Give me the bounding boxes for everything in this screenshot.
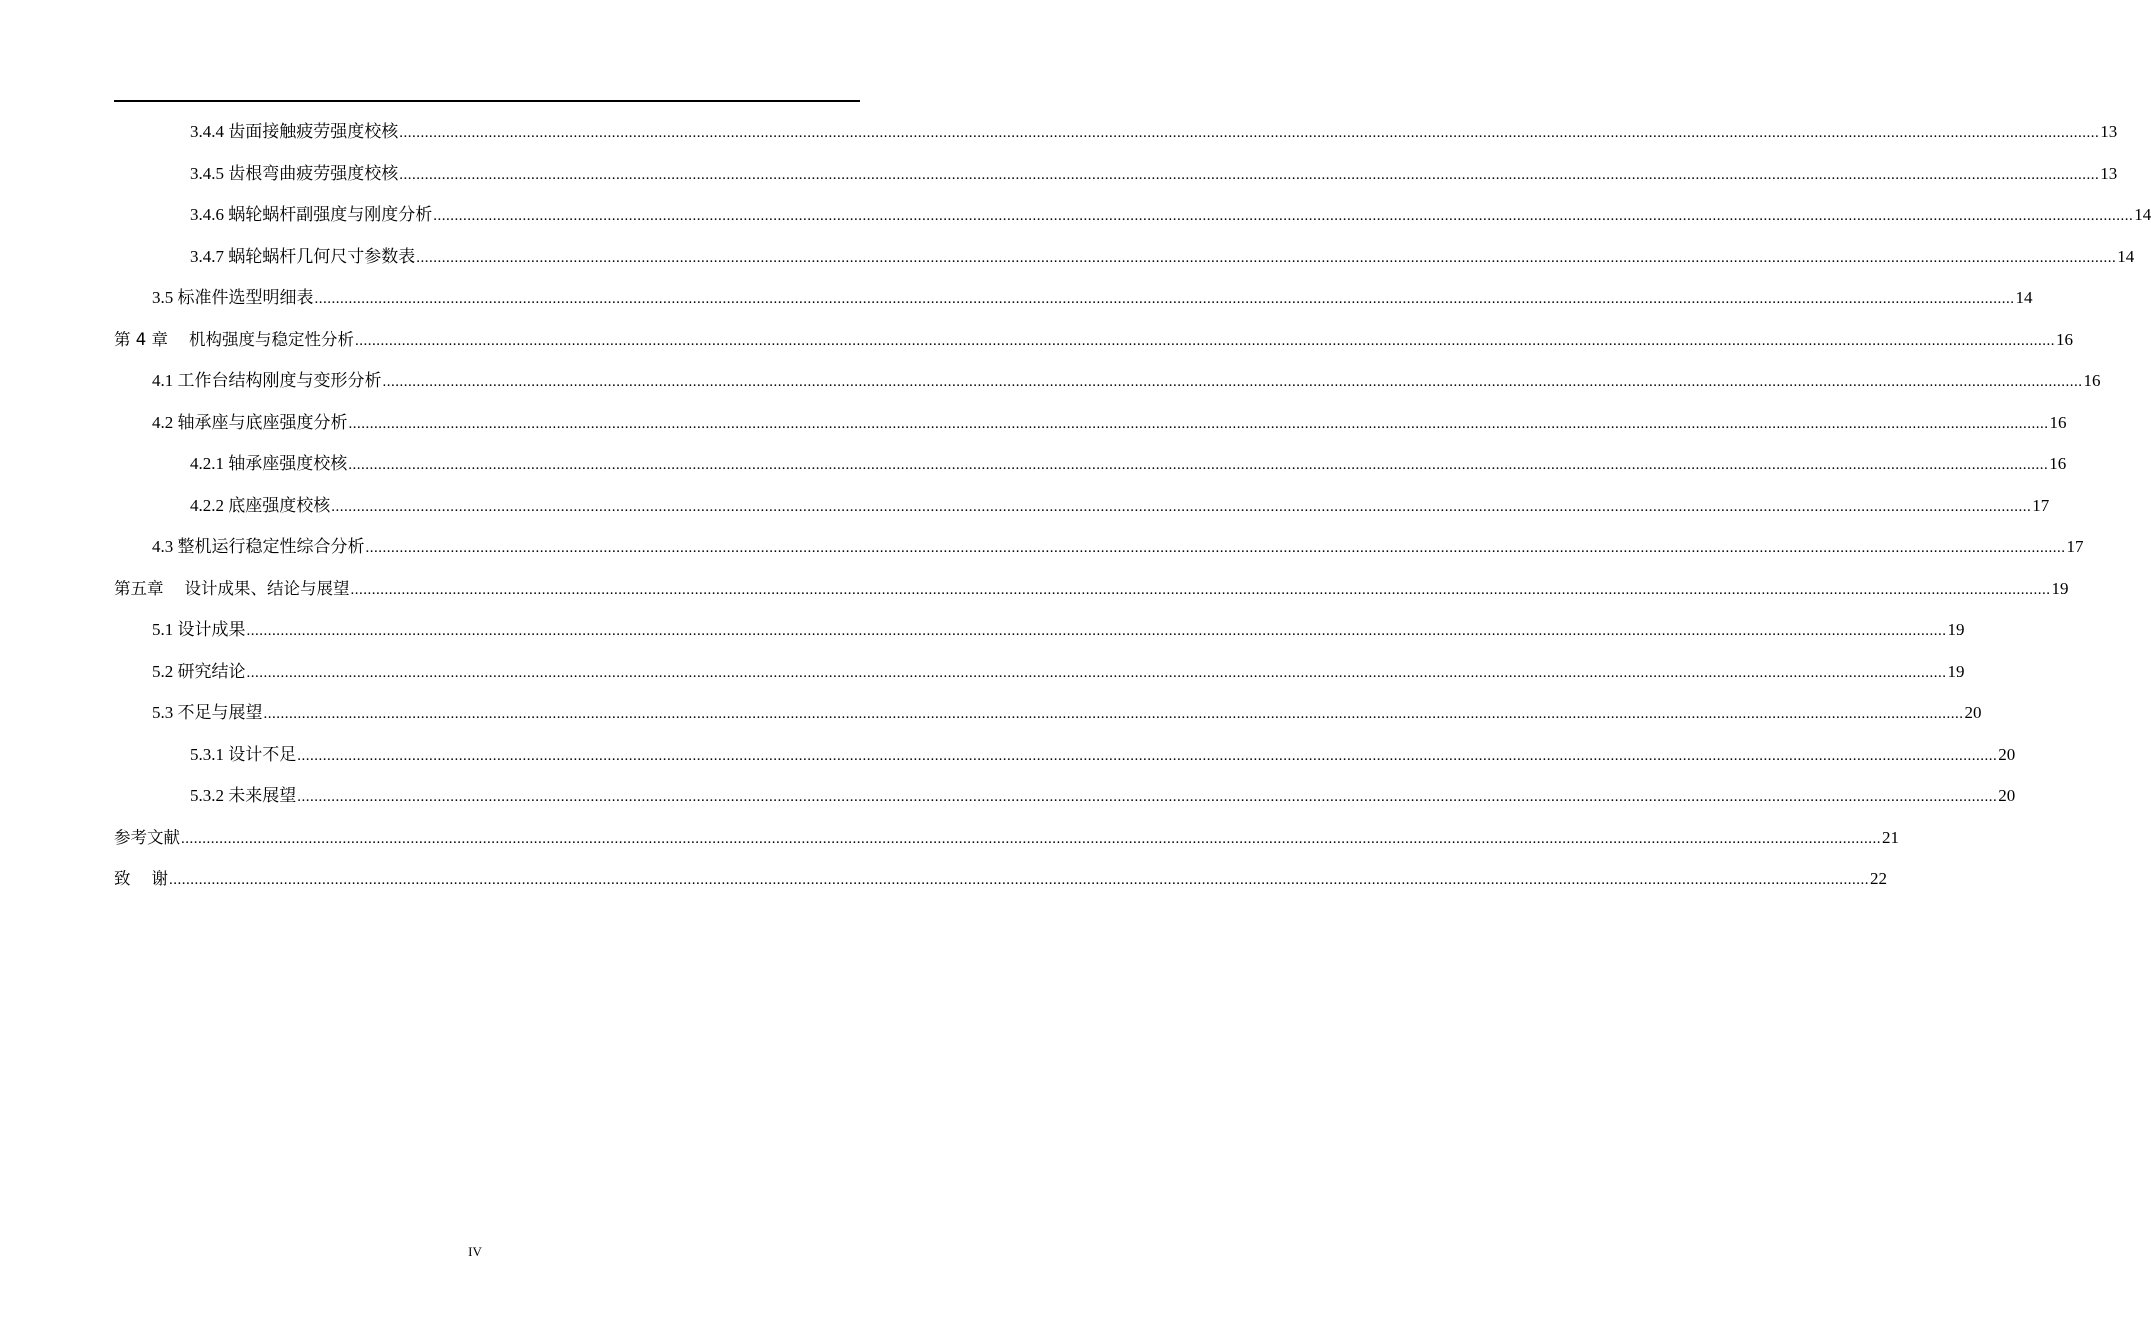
toc-entry[interactable] — [152, 534, 2084, 560]
toc-leader-dots: ................................................................................................................................................................................................................................................................................................................................................................................................................ — [263, 706, 1964, 722]
toc-entry[interactable] — [190, 161, 2118, 187]
toc-entry[interactable] — [190, 119, 2118, 145]
toc-entry-title: 参考文献 — [114, 827, 180, 847]
toc-entry[interactable] — [190, 202, 2151, 228]
toc-leader-dots: ................................................................................................................................................................................................................................................................................................................................................................................................................ — [382, 374, 2083, 390]
page-number: IV — [468, 1244, 482, 1259]
toc-entry-page: 14 — [2117, 246, 2135, 266]
toc-entry[interactable] — [190, 451, 2067, 477]
toc-entry-title: 致 谢 — [114, 869, 168, 888]
toc-entry[interactable] — [114, 825, 1899, 851]
toc-leader-dots: ................................................................................................................................................................................................................................................................................................................................................................................................................ — [168, 872, 1869, 888]
toc-entry[interactable] — [114, 866, 1887, 892]
toc-entry-title: 5.3.1 设计不足 — [190, 744, 297, 764]
toc-entry-title: 第五章 设计成果、结论与展望 — [114, 578, 350, 598]
toc-leader-dots: ................................................................................................................................................................................................................................................................................................................................................................................................................ — [246, 664, 1947, 681]
toc-entry-title: 3.4.5 齿根弯曲疲劳强度校核 — [190, 163, 399, 183]
toc-entry-page: 13 — [2100, 163, 2118, 183]
toc-entry[interactable] — [190, 742, 2016, 768]
toc-entry[interactable] — [152, 368, 2101, 394]
toc-leader-dots: ................................................................................................................................................................................................................................................................................................................................................................................................................ — [365, 540, 2066, 556]
toc-entry[interactable] — [114, 327, 2073, 353]
toc-entry-page: 16 — [2083, 371, 2101, 390]
toc-leader-dots: ................................................................................................................................................................................................................................................................................................................................................................................................................ — [314, 291, 2015, 307]
toc-entry-page: 19 — [2051, 578, 2069, 598]
toc-entry-title: 4.2 轴承座与底座强度分析 — [152, 412, 348, 432]
toc-entry-title: 4.3 整机运行稳定性综合分析 — [152, 537, 365, 556]
toc-entry[interactable] — [190, 244, 2135, 270]
toc-leader-dots: ................................................................................................................................................................................................................................................................................................................................................................................................................ — [246, 623, 1947, 639]
toc-leader-dots: ................................................................................................................................................................................................................................................................................................................................................................................................................ — [297, 747, 1998, 764]
toc-leader-dots: ................................................................................................................................................................................................................................................................................................................................................................................................................ — [399, 125, 2100, 141]
toc-leader-dots: ................................................................................................................................................................................................................................................................................................................................................................................................................ — [399, 166, 2100, 183]
toc-leader-dots: ................................................................................................................................................................................................................................................................................................................................................................................................................ — [433, 208, 2134, 224]
toc-entry-page: 16 — [2049, 412, 2067, 432]
toc-entry-title: 第 4 章 机构强度与稳定性分析 — [114, 329, 354, 349]
toc-entry-title: 4.2.1 轴承座强度校核 — [190, 454, 348, 473]
toc-entry-title: 5.2 研究结论 — [152, 661, 246, 681]
toc-entry-page: 22 — [1869, 869, 1887, 888]
toc-entry-title: 3.4.7 蜗轮蜗杆几何尺寸参数表 — [190, 246, 416, 266]
toc-leader-dots: ................................................................................................................................................................................................................................................................................................................................................................................................................ — [416, 249, 2117, 266]
toc-entry[interactable] — [152, 700, 1982, 726]
toc-entry[interactable] — [152, 617, 1965, 643]
toc-leader-dots: ................................................................................................................................................................................................................................................................................................................................................................................................................ — [331, 498, 2032, 515]
toc-entry-page: 13 — [2100, 122, 2118, 141]
header-rule — [114, 100, 860, 102]
toc-entry-page: 17 — [2032, 495, 2050, 515]
toc-entry-page: 20 — [1964, 703, 1982, 722]
toc-entry-title: 4.2.2 底座强度校核 — [190, 495, 331, 515]
toc-entry-title: 3.4.6 蜗轮蜗杆副强度与刚度分析 — [190, 205, 433, 224]
toc-entry-title: 3.5 标准件选型明细表 — [152, 288, 314, 307]
toc-leader-dots: ................................................................................................................................................................................................................................................................................................................................................................................................................ — [181, 830, 1881, 847]
toc-entry-page: 14 — [2015, 288, 2033, 307]
toc-leader-dots: ................................................................................................................................................................................................................................................................................................................................................................................................................ — [348, 457, 2049, 473]
toc-leader-dots: ................................................................................................................................................................................................................................................................................................................................................................................................................ — [297, 789, 1998, 805]
toc-entry[interactable] — [152, 410, 2067, 436]
toc-entry-title: 5.1 设计成果 — [152, 620, 246, 639]
toc-leader-dots: ................................................................................................................................................................................................................................................................................................................................................................................................................ — [350, 581, 2051, 598]
toc-entry-page: 19 — [1947, 661, 1965, 681]
toc-entry[interactable] — [114, 576, 2069, 602]
toc-entry-page: 21 — [1882, 827, 1899, 847]
toc-entry-title: 5.3 不足与展望 — [152, 703, 263, 722]
toc-entry[interactable] — [190, 493, 2050, 519]
toc-entry-page: 19 — [1947, 620, 1965, 639]
toc-entry[interactable] — [152, 659, 1965, 685]
toc-entry-title: 3.4.4 齿面接触疲劳强度校核 — [190, 122, 399, 141]
toc-leader-dots: ................................................................................................................................................................................................................................................................................................................................................................................................................ — [348, 415, 2049, 432]
toc-entry-page: 20 — [1998, 744, 2016, 764]
toc-leader-dots: ................................................................................................................................................................................................................................................................................................................................................................................................................ — [354, 332, 2055, 349]
toc-entry-page: 20 — [1998, 786, 2016, 805]
toc-entry-page: 16 — [2049, 454, 2067, 473]
toc-entry-title: 4.1 工作台结构刚度与变形分析 — [152, 371, 382, 390]
toc-entry-page: 17 — [2066, 537, 2084, 556]
toc-entry-page: 16 — [2055, 329, 2073, 349]
toc-entry[interactable] — [190, 783, 2016, 809]
toc-entry-title: 5.3.2 未来展望 — [190, 786, 297, 805]
toc-entry-page: 14 — [2134, 205, 2151, 224]
toc-entry[interactable] — [152, 285, 2033, 311]
